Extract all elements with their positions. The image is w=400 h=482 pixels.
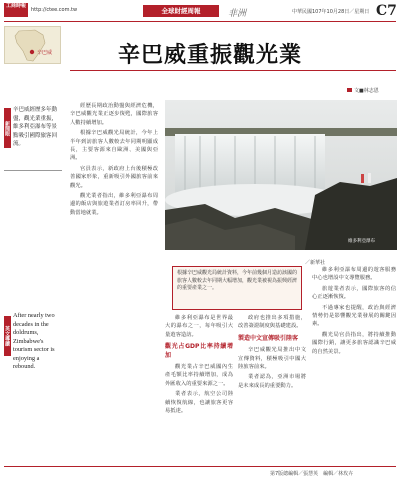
waterfall-photo: [165, 100, 397, 250]
map-country-label: 辛巴威: [37, 50, 53, 56]
article-column-1: [70, 102, 158, 462]
paragraph: 觀光業占辛巴威國內生產毛額比率持續增加，成為外匯收入的重要來源之一。: [165, 364, 233, 387]
paragraph: 官員表示，新政府上台後積極改善國家形象，重新吸引外國旅客前來觀光。: [70, 165, 158, 189]
dateline: 中華民國107年10月28日／星期日: [292, 9, 370, 15]
paragraph: 維多利亞瀑布周邊的遊客服務中心也增設中文導覽服務。: [312, 267, 396, 282]
article-column-3: [238, 314, 306, 464]
site-url[interactable]: http://ctee.com.tw: [31, 7, 78, 13]
paragraph: 不過專家也提醒，政治與經濟情勢仍是影響觀光業發展的關鍵因素。: [312, 304, 396, 328]
pull-quote: 根據辛巴威觀光局統計資料，今年前幾個月造訪該國的旅客人數較去年同期大幅增加，觀光業被視為振興經濟的重要產業之一。: [172, 266, 302, 310]
section-banner: 全球財經周報: [143, 5, 219, 17]
photo-caption: 維多利亞瀑布: [348, 239, 375, 244]
author-marker: [347, 88, 352, 92]
english-label: 英文導讀: [4, 316, 11, 356]
newspaper-logo: 工商時報: [4, 3, 28, 17]
paragraph: 維多利亞瀑布是世界最大的瀑布之一，每年吸引大量遊客造訪。: [165, 315, 233, 338]
page-number: C7: [376, 3, 397, 19]
footer-credits: 第7版總編輯／張慧英 編輯／林玫卉: [270, 471, 354, 477]
author: 文■林志恩: [354, 88, 379, 94]
africa-map: [4, 26, 61, 64]
english-summary: After nearly two decades in the doldrums, Zimbabwe's tourism sector is enjoying a rebound.: [13, 312, 55, 370]
news-flash-text: 辛巴威經歷多年動盪，觀光業重振，維多利亞瀑布等景點吸引國際旅客回流。: [13, 107, 58, 147]
paragraph: 業者表示，航空公司陸續恢復航線，也讓旅客更容易抵達。: [165, 391, 233, 415]
footer-rule: [4, 466, 396, 467]
article-column-2: [165, 314, 233, 464]
waterfall-image: [165, 100, 397, 250]
map-icon: [5, 27, 60, 63]
sidebar-divider: [4, 170, 62, 171]
paragraph: 政府也推出多項措施，改善簽證制度與基礎建設。: [238, 315, 306, 330]
title-rule: [70, 70, 396, 71]
paragraph: 觀光局官員指出，將持續推動國際行銷，讓更多旅客認識辛巴威的自然美景。: [312, 331, 396, 355]
header-rule: [4, 21, 396, 22]
paragraph: 業者認為，亞洲市場將是未來成長的重要動力。: [238, 374, 306, 389]
headline: 辛巴威重振觀光業: [118, 42, 303, 68]
paragraph: 根據辛巴威觀光局統計，今年上半年到訪旅客人數較去年同期明顯成長，主要客源來自歐洲、美國與亞洲。: [70, 130, 158, 162]
paragraph: 旅遊業者表示，國際旅客的信心正逐漸恢復。: [312, 285, 396, 301]
subhead: 製造中文宣傳吸引陸客: [238, 334, 299, 342]
news-flash-label: 新聞眼: [4, 108, 11, 148]
photo-credit: ／新華社: [305, 260, 326, 266]
subhead: 觀光占GDP比率持續增加: [165, 343, 233, 359]
paragraph: 觀光業者指出，維多利亞瀑布周邊的飯店與旅遊業者訂房率回升，帶動當地就業。: [70, 193, 158, 216]
article-column-4: [312, 266, 396, 464]
paragraph: 經歷長期政治動盪與經濟危機，辛巴威觀光業正逐步復甦，國際旅客人數持續增加。: [70, 103, 158, 126]
paragraph: 辛巴威觀光局推出中文宣傳資料，積極吸引中國大陸旅客前來。: [238, 347, 306, 371]
region-label: 非洲: [228, 9, 247, 19]
